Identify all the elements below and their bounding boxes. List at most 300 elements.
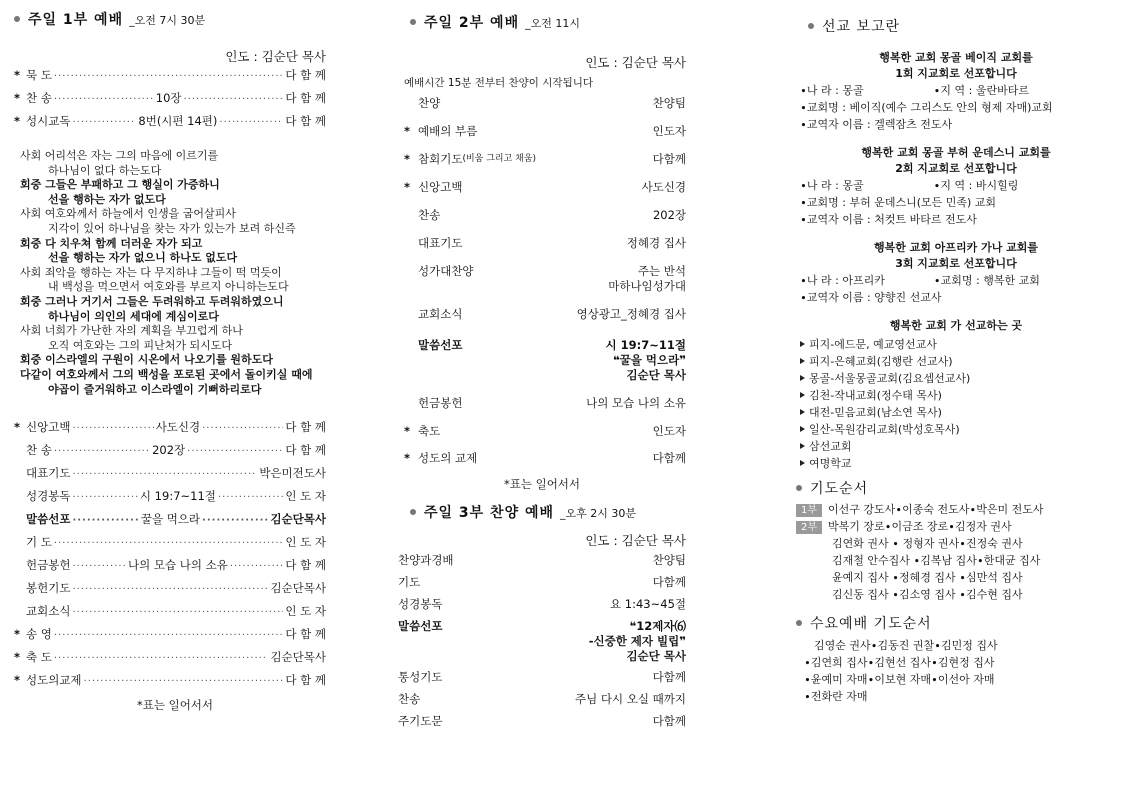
prayer-title: 기도순서 [810,481,869,497]
order-label: 찬 송 [26,443,52,458]
order-value-line: 인도자 [652,124,686,138]
bullet-dot-icon [796,485,802,491]
service-2-order [398,96,686,466]
order-value-line: 김순단 목사 [626,368,686,382]
prayer-names: 김신동 집사 ∙김소영 집사 ∙김수현 집사 [832,588,1023,601]
mission-church [796,145,1116,228]
service-1-time: _오전 7시 30분 [129,14,206,27]
order-detail: 시 19:7~11절 [139,489,216,504]
mission-place [796,404,1116,421]
order-left [398,424,440,439]
reading-line: 오직 여호와는 그의 피난처가 되시도다 [48,338,233,352]
order-label: 성경봉독 [26,489,71,504]
order-value-line: 영상광고_정혜경 집사 [576,307,686,321]
stand-mark: * [404,152,411,166]
service-1-note: *표는 일어서서 [136,698,214,713]
stand-mark [404,338,418,353]
stand-mark [404,264,418,279]
order-label: 말씀선포 [418,338,463,352]
order-person: 김순단목사 [270,512,326,527]
order-row [14,67,326,90]
order-value [642,180,686,195]
prayer-names: 이선구 강도사∙이종숙 전도사∙박은미 전도사 [828,503,1044,516]
mission-place [796,421,1116,438]
order-row [14,442,326,465]
order-label: 기도 [398,575,421,589]
mission-place-text: 삼선교회 [809,440,852,453]
order-person: 다 함 께 [285,68,326,82]
service-2-heading [410,12,686,32]
order-value-line: 마하나임성가대 [608,279,686,293]
order-value-line: 시 19:7~11절 [605,338,686,352]
order-value [575,692,686,707]
bullet-dot-icon [796,620,802,626]
order-label: 대표기도 [26,466,71,481]
order-row [14,113,326,136]
prayer-row [796,501,1116,518]
service-3-leader: 인도 : 김순단 목사 [585,533,686,548]
order-value [586,396,686,411]
order-value [577,307,686,322]
church-info: ∙나 라 : 아프리카 ∙교회명 : 행복한 교회 [800,274,1040,287]
order-label: 기 도 [26,535,52,550]
stand-mark: * [404,424,411,438]
order-label: 대표기도 [418,236,463,250]
mission-place [796,455,1116,472]
service-3-title: 주일 3부 찬양 예배 [424,505,555,521]
responsive-reading [20,149,326,397]
reading-line: 사회 여호와께서 하늘에서 인생을 굽어살피사 [20,207,236,221]
order-value-line: 202장 [652,208,686,222]
mission-place-text: 여명학교 [809,457,852,470]
service-1-title: 주일 1부 예배 [28,12,124,28]
reading-line: 회중 이스라엘의 구원이 시온에서 나오기를 원하도다 [20,353,273,367]
order-value-line: 다함께 [652,714,686,728]
order-row [14,649,326,672]
order-left [398,553,454,568]
bullet-dot-icon [14,16,20,22]
dot-leader [54,630,283,641]
order-left [398,307,462,322]
order-value [653,124,686,139]
bulletin-right-column [796,0,1116,705]
order-person: 박은미전도사 [259,466,326,481]
order-value-line: ❝12제자⑹ [629,619,686,633]
dot-leader [72,117,136,128]
stand-mark: * [14,673,21,688]
order-row [398,714,686,729]
prayer-row [796,569,1116,586]
triangle-bullet-icon [800,443,805,449]
order-value [653,424,686,439]
bullet-dot-icon [410,509,416,515]
mission-place [796,387,1116,404]
triangle-bullet-icon [800,392,805,398]
order-detail: 8번(시편 14편) [138,114,218,128]
order-left [398,597,442,612]
order-label: 송 영 [26,627,52,642]
service-3-order [398,553,686,729]
order-left [398,396,462,411]
order-value-line: 요 1:43~45절 [610,597,686,611]
order-value-line: 다함께 [652,575,686,589]
church-declare: 3회 지교회로 선포합니다 [895,257,1017,270]
order-label: 예배의 부름 [418,124,478,138]
dot-leader [218,492,283,503]
stand-mark: * [14,91,21,105]
order-label: 헌금봉헌 [418,396,463,410]
reading-line: 선을 행하는 자가 없으니 하나도 없도다 [48,251,238,265]
service-3-time: _오후 2시 30분 [560,507,637,520]
dot-leader [54,71,283,82]
order-row [398,451,686,466]
order-left [398,96,440,111]
order-row [398,96,686,111]
order-label: 찬 송 [26,91,52,105]
stand-mark: * [404,180,411,194]
mission-churches [796,50,1116,306]
wednesday-row: 김영순 권사∙김동진 권찰∙김민정 집사 [814,639,998,652]
reading-line: 야곱이 즐거워하고 이스라엘이 기뻐하리로다 [48,382,262,396]
order-left [398,124,477,139]
order-value [653,714,686,729]
order-label: 찬송 [418,208,441,222]
order-row [398,692,686,707]
prayer-row [796,552,1116,569]
stand-mark: * [14,650,21,665]
reading-line: 선을 행하는 자가 없도다 [48,192,166,206]
order-label: 성도의 교제 [418,451,478,465]
stand-mark: * [14,114,21,128]
dot-leader [72,607,283,618]
order-row [398,424,686,439]
service-3-heading [410,502,686,522]
order-row [14,90,326,113]
dot-leader [72,423,153,434]
order-value-line: 찬양팀 [652,553,686,567]
reading-line: 내 백성을 먹으면서 여호와를 부르지 아니하는도다 [48,280,289,294]
order-value-line: ❝꿀을 먹으라❞ [612,353,686,367]
service-1-leader: 인도 : 김순단 목사 [225,49,326,64]
service-2-note: *표는 일어서서 [503,477,581,491]
service-badge: 1부 [796,504,822,517]
order-row [14,626,326,649]
dot-leader [72,469,257,480]
order-label: 찬양 [418,96,441,110]
wednesday-heading [796,613,1116,633]
order-label: 봉헌기도 [26,581,71,596]
reading-line: 다같이 여호와께서 그의 백성을 포로된 곳에서 돌이키실 때에 [20,367,313,381]
prayer-row [796,586,1116,603]
order-label: 성가대찬양 [418,264,474,278]
mission-place-text: 몽골-서울몽골교회(김요셉선교사) [809,372,971,385]
order-label: 성경봉독 [398,597,443,611]
church-declare: 2회 지교회로 선포합니다 [895,162,1017,175]
order-label: 헌금봉헌 [26,558,71,573]
dot-leader [72,561,126,572]
order-label: 참회기도 [418,152,463,166]
stand-mark [404,208,418,223]
order-label: 교회소식 [418,307,463,321]
triangle-bullet-icon [800,375,805,381]
order-detail: 202장 [152,443,186,458]
service-1-order-top [14,67,326,136]
reading-line: 사회 너희가 가난한 자의 계획을 부끄럽게 하나 [20,324,243,338]
order-row [398,670,686,685]
church-info: ∙교회명 : 부허 운데스니(모든 민족) 교회 [800,196,997,209]
dot-leader [54,446,150,457]
order-label: 교회소식 [26,604,71,619]
order-detail: 사도신경 [155,420,201,435]
order-label: 말씀선포 [26,512,71,527]
church-title: 행복한 교회 몽골 부허 운데스니 교회를 [861,146,1051,159]
dot-leader [184,94,284,105]
order-row [398,338,686,383]
order-left [398,451,477,466]
dot-leader [54,653,269,664]
dot-leader [202,423,283,434]
order-label: 성도의교제 [26,673,82,688]
reading-line: 지각이 있어 하나님을 찾는 자가 있는가 보려 하신즉 [48,221,296,235]
reading-line: 회중 그들은 부패하고 그 행실이 가증하니 [20,178,220,192]
mission-list-title: 행복한 교회 가 선교하는 곳 [889,319,1023,332]
reading-line: 사회 죄악을 행하는 자는 다 무지하냐 그들이 떡 먹듯이 [20,265,282,279]
church-info: ∙교역자 이름 : 처컷트 바타르 전도사 [800,213,977,226]
order-row [398,396,686,411]
reading-line: 사회 어리석은 자는 그의 마음에 이르기를 [20,149,219,162]
order-person: 김순단목사 [270,581,326,596]
wednesday-row: ∙김연희 집사∙김현선 집사∙김현정 집사 [804,656,995,669]
service-2-leader: 인도 : 김순단 목사 [585,55,686,70]
church-info: ∙나 라 : 몽골 ∙지 역 : 울란바타르 [800,84,1029,97]
order-label: 축도 [418,424,441,438]
order-left [398,180,462,195]
order-value-line: 나의 모습 나의 소유 [586,396,686,410]
mission-place-text: 대전-믿음교회(남소연 목사) [809,406,942,419]
church-declare: 1회 지교회로 선포합니다 [895,67,1017,80]
order-label: 묵 도 [26,68,52,82]
order-left [398,236,462,251]
wednesday-row: ∙윤예미 자매∙이보현 자매∙이선아 자매 [804,673,995,686]
order-person: 다 함 께 [285,558,327,573]
mission-place [796,336,1116,353]
order-person: 인 도 자 [285,489,327,504]
dot-leader [72,492,137,503]
order-value-line: 다함께 [652,670,686,684]
order-label: 신앙고백 [418,180,463,194]
mission-place-text: 피지-은혜교회(김행란 선교사) [809,355,953,368]
order-left [398,152,536,167]
order-row [398,236,686,251]
order-value-line: 김순단 목사 [626,649,686,663]
stand-mark: * [404,451,411,465]
order-person: 다 함 께 [285,443,327,458]
order-value-line: 다함께 [652,451,686,465]
church-title: 행복한 교회 몽골 베이직 교회를 [879,51,1033,64]
reading-line: 회중 다 치우쳐 함께 더러운 자가 되고 [20,236,203,250]
order-row [398,597,686,612]
order-value-line: 사도신경 [641,180,686,194]
order-value-line: 찬양팀 [652,96,686,110]
mission-place-text: 피지-에드문, 예교영선교사 [809,338,937,351]
order-label: 찬양과경배 [398,553,454,567]
order-value [608,264,686,294]
mission-place [796,370,1116,387]
church-info: ∙교회명 : 베이직(예수 그리스도 안의 형제 자매)교회 [800,101,1053,114]
mission-title: 선교 보고란 [822,19,901,35]
dot-leader [230,561,284,572]
order-row [398,575,686,590]
order-value-line: 인도자 [652,424,686,438]
order-row [398,619,686,664]
order-row [14,534,326,557]
prayer-row [796,535,1116,552]
reading-line: 하나님이 없다 하는도다 [48,163,162,177]
service-2-column [398,0,686,729]
service-2-pre-note: 예배시간 15분 전부터 찬양이 시작됩니다 [404,77,593,89]
reading-line: 회중 그러나 거기서 그들은 두려워하고 두려워하였으니 [20,294,284,308]
service-1-heading [14,9,326,29]
order-note: (비움 그리고 채움) [462,154,537,164]
church-title: 행복한 교회 아프리카 가나 교회를 [873,241,1039,254]
order-row [14,580,326,603]
service-1-column [14,0,326,713]
order-person: 다 함 께 [285,627,326,642]
order-row [14,419,326,442]
order-value [589,619,686,664]
order-row [14,603,326,626]
order-row [398,208,686,223]
bullet-dot-icon [410,19,416,25]
order-label: 신앙고백 [26,420,71,435]
triangle-bullet-icon [800,341,805,347]
order-left [398,208,440,223]
order-left [398,670,442,685]
church-info: ∙나 라 : 몽골 ∙지 역 : 바시힐링 [800,179,1019,192]
order-row [398,264,686,294]
order-value [627,236,686,251]
order-row [14,465,326,488]
stand-mark [404,96,418,111]
order-value [653,575,686,590]
service-badge: 2부 [796,521,822,534]
mission-heading [808,16,1116,36]
order-row [14,488,326,511]
dot-leader [219,117,283,128]
order-left [398,575,420,590]
order-label: 말씀선포 [398,619,443,633]
mission-place-text: 김천-작내교회(정수태 목사) [809,389,942,402]
order-person: 다 함 께 [285,114,326,128]
order-value-line: -신중한 제자 빌립❞ [588,634,686,648]
service-2-time: _오전 11시 [525,17,580,30]
dot-leader [84,676,284,687]
reading-line: 하나님이 의인의 세대에 계심이로다 [48,309,219,323]
order-left [398,714,442,729]
prayer-names: 김연화 권사 ∙ 정형자 권사∙진정숙 권사 [832,537,1023,550]
triangle-bullet-icon [800,409,805,415]
order-left [398,264,474,279]
order-value [653,208,686,223]
order-value [653,451,686,466]
order-person: 다 함 께 [285,91,327,105]
mission-church [796,240,1116,306]
order-row [398,124,686,139]
stand-mark [404,236,418,251]
order-value [653,553,686,568]
order-value [610,597,686,612]
order-label: 주기도문 [398,714,443,728]
order-person: 인 도 자 [285,535,326,550]
order-label: 성시교독 [26,114,71,128]
triangle-bullet-icon [800,426,805,432]
order-person: 다 함 께 [285,673,326,688]
order-row [398,152,686,167]
order-left [398,692,420,707]
stand-mark [404,396,418,411]
church-info: ∙교역자 이름 : 양향진 선교사 [800,291,942,304]
order-left [398,619,442,634]
dot-leader [202,515,268,526]
church-info: ∙교역자 이름 : 겔렉잠츠 전도사 [800,118,953,131]
order-row [398,180,686,195]
wednesday-row: ∙전화란 자매 [804,690,868,703]
order-value-line: 다함께 [652,152,686,166]
order-label: 찬송 [398,692,421,706]
order-person: 다 함 께 [285,420,327,435]
mission-church [796,50,1116,133]
order-label: 통성기도 [398,670,443,684]
order-value [653,96,686,111]
prayer-row [796,518,1116,535]
stand-mark: * [404,124,411,138]
stand-mark: * [14,420,21,435]
dot-leader [72,584,268,595]
order-row [14,557,326,580]
order-row [398,307,686,322]
order-person: 김순단목사 [270,650,326,665]
order-row [398,553,686,568]
order-detail: 꿀을 먹으라 [140,512,201,527]
prayer-list [796,501,1116,603]
order-row [14,672,326,695]
order-detail: 나의 모습 나의 소유 [127,558,228,573]
dot-leader [54,94,154,105]
mission-place-text: 일산-목원감리교회(박성호목사) [809,423,960,436]
prayer-names: 박복기 장로∙이금조 장로∙김정자 권사 [828,520,1012,533]
order-value [653,670,686,685]
dot-leader [187,446,283,457]
order-detail: 10장 [155,91,182,105]
triangle-bullet-icon [800,358,805,364]
stand-mark: * [14,627,21,642]
dot-leader [54,538,283,549]
wednesday-title: 수요예배 기도순서 [810,616,932,632]
order-label: 축 도 [26,650,52,665]
prayer-names: 윤예지 집사 ∙정혜경 집사 ∙심만석 집사 [832,571,1023,584]
service-2-title: 주일 2부 예배 [424,15,520,31]
service-1-order-bottom [14,419,326,695]
prayer-names: 김재철 안수집사 ∙김복남 집사∙한대균 집사 [832,554,1041,567]
order-value-line: 정혜경 집사 [626,236,686,250]
prayer-heading [796,478,1116,498]
order-value-line: 주님 다시 오실 때까지 [575,692,686,706]
stand-mark: * [14,68,21,82]
bullet-dot-icon [808,23,814,29]
order-value-line: 주는 반석 [637,264,686,278]
order-value [606,338,686,383]
dot-leader [72,515,138,526]
